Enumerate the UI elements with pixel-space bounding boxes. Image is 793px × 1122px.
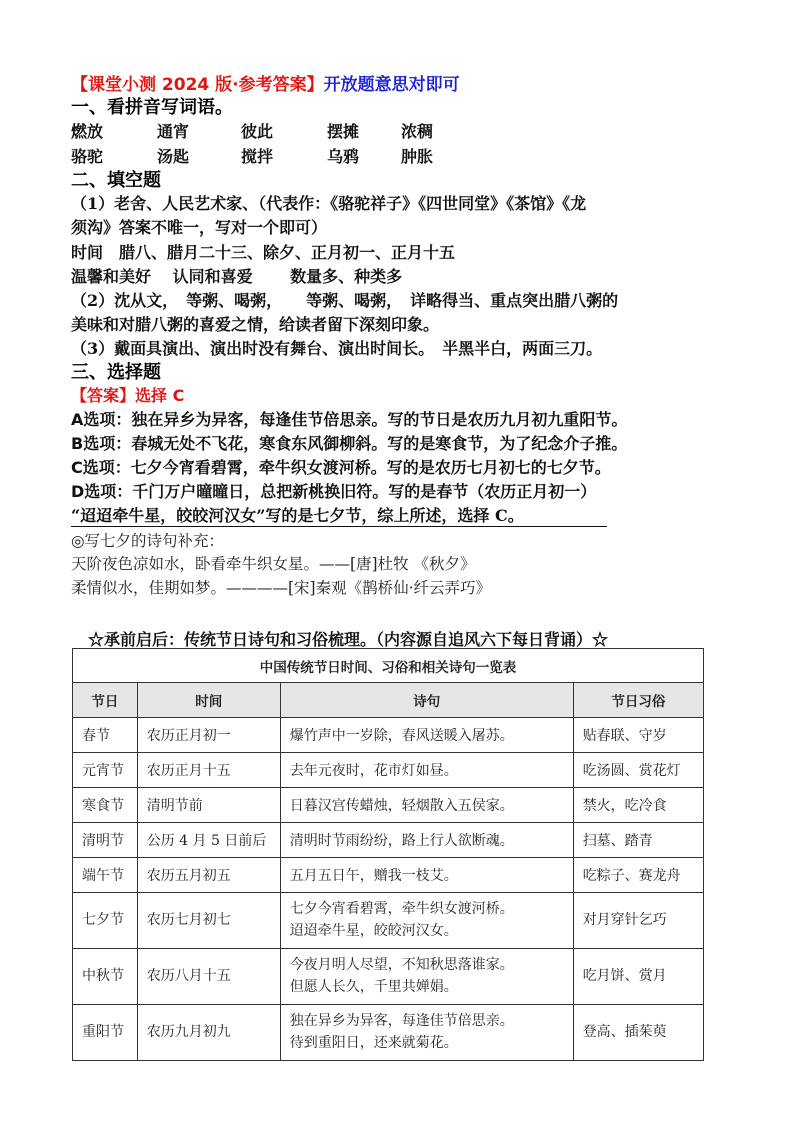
header-poem: 诗句: [280, 683, 573, 718]
word-item: 燃放: [71, 122, 104, 141]
cell-festival: 七夕节: [73, 893, 138, 949]
conclusion: “迢迢牵牛星，皎皎河汉女”写的是七夕节，综上所述，选择 C。: [71, 508, 607, 527]
poem-line: 但愿人长久，千里共婵娟。: [289, 978, 458, 995]
cell-festival: 元宵节: [73, 753, 138, 788]
poem-line: 独在异乡为异客，每逢佳节倍思亲。: [289, 1012, 514, 1029]
cell-custom: 吃粽子、赛龙舟: [573, 858, 703, 893]
festival-table: [72, 648, 704, 1061]
fill-line-4: 温馨和美好 认同和喜爱 数量多、种类多: [71, 267, 403, 286]
fill-line-5: （2）沈从文， 等粥、喝粥， 等粥、喝粥， 详略得当、重点突出腊八粥的: [71, 291, 619, 310]
answer-tag: 【答案】选择 C: [71, 386, 185, 405]
cell-poem: 爆竹声中一岁除，春风送暖入屠苏。: [280, 718, 573, 753]
option-text: 选项：独在异乡为异客，每逢佳节倍思亲。写的节日是农历九月初九重阳节。: [83, 410, 628, 429]
cell-custom: 吃月饼、赏月: [573, 949, 703, 1005]
option-key: C: [71, 458, 83, 477]
section2-title: 二、填空题: [71, 170, 161, 191]
cell-festival: 寒食节: [73, 788, 138, 823]
option-key: D: [71, 482, 85, 501]
word-item: 浓稠: [401, 122, 434, 141]
word-item: 通宵: [157, 122, 190, 141]
cell-poem: 清明时节雨纷纷，路上行人欲断魂。: [280, 823, 573, 858]
section1-title: 一、看拼音写词语。: [71, 97, 233, 118]
table-row: [73, 823, 704, 858]
cell-poem: [280, 1005, 573, 1061]
poem-line: 迢迢牵牛星，皎皎河汉女。: [289, 922, 458, 939]
header-note: 开放题意思对即可: [323, 75, 460, 95]
word-item: 彼此: [241, 122, 274, 141]
cell-poem: [280, 893, 573, 949]
option-b: [71, 436, 627, 452]
option-a: [71, 412, 627, 428]
option-text: 选项：七夕今宵看碧霄，牵牛织女渡河桥。写的是农历七月初七的七夕节。: [82, 458, 611, 477]
cell-time: 农历九月初九: [137, 1005, 280, 1061]
option-key: B: [71, 434, 84, 453]
section3-title: 三、选择题: [71, 362, 161, 383]
cell-festival: 清明节: [73, 823, 138, 858]
table-caption-row: [73, 649, 704, 683]
cell-custom: 对月穿针乞巧: [573, 893, 703, 949]
table-row: [73, 893, 704, 949]
poem-line: 今夜月明人尽望，不知秋思落谁家。: [289, 956, 514, 973]
cell-poem: 日暮汉宫传蜡烛，轻烟散入五侯家。: [280, 788, 573, 823]
cell-festival: 春节: [73, 718, 138, 753]
cell-custom: 扫墓、踏青: [573, 823, 703, 858]
cell-time: 农历五月初五: [137, 858, 280, 893]
table-caption: 中国传统节日时间、习俗和相关诗句一览表: [73, 649, 704, 683]
table-row: [73, 1005, 704, 1061]
option-c: [71, 460, 611, 476]
fill-line-2: 须沟》答案不唯一，写对一个即可）: [71, 218, 328, 237]
cell-custom: 登高、插茱萸: [573, 1005, 703, 1061]
word-item: 摆摊: [327, 122, 360, 141]
cell-custom: 贴春联、守岁: [573, 718, 703, 753]
cell-time: 公历 4 月 5 日前后: [137, 823, 280, 858]
header-time: 时间: [137, 683, 280, 718]
poem-line-2: 柔情似水，佳期如梦。————[宋]秦观《鹊桥仙·纤云弄巧》: [71, 579, 492, 597]
fill-line-3: 时间 腊八、腊月二十三、除夕、正月初一、正月十五: [71, 243, 456, 262]
word-item: 肿胀: [401, 147, 434, 166]
fill-line-7: （3）戴面具演出、演出时没有舞台、演出时间长。 半黑半白，两面三刀。: [71, 339, 603, 358]
word-row-1: [71, 124, 433, 140]
table-header-row: [73, 683, 704, 718]
option-d: [71, 484, 596, 500]
poem-supplement-title: ◎写七夕的诗句补充：: [71, 532, 225, 550]
word-item: 骆驼: [71, 147, 104, 166]
fill-line-1: （1）老舍、人民艺术家、（代表作：《骆驼祥子》《四世同堂》《茶馆》《龙: [71, 194, 587, 213]
header-custom: 节日习俗: [573, 683, 703, 718]
poem-line-1: 天阶夜色凉如水，卧看牵牛织女星。——[唐]杜牧 《秋夕》: [71, 555, 476, 573]
cell-time: 清明节前: [137, 788, 280, 823]
cell-poem: 去年元夜时，花市灯如昼。: [280, 753, 573, 788]
poem-line: 待到重阳日，还来就菊花。: [289, 1034, 458, 1051]
cell-festival: 中秋节: [73, 949, 138, 1005]
table-row: [73, 718, 704, 753]
cell-festival: 端午节: [73, 858, 138, 893]
word-row-2: [71, 149, 433, 165]
cell-festival: 重阳节: [73, 1005, 138, 1061]
answer-header: [71, 77, 460, 94]
cell-time: 农历七月初七: [137, 893, 280, 949]
word-item: 搅拌: [241, 147, 274, 166]
word-item: 乌鸦: [327, 147, 360, 166]
option-text: 选项：千门万户曈曈日，总把新桃换旧符。写的是春节（农历正月初一）: [84, 482, 597, 501]
cell-time: 农历八月十五: [137, 949, 280, 1005]
header-festival: 节日: [73, 683, 138, 718]
table-section-title: ☆承前启后：传统节日诗句和习俗梳理。（内容源自追风六下每日背诵）☆: [88, 630, 609, 649]
cell-time: 农历正月初一: [137, 718, 280, 753]
option-key: A: [71, 410, 84, 429]
header-title: 【课堂小测 2024 版·参考答案】: [71, 75, 324, 95]
cell-poem: [280, 949, 573, 1005]
cell-poem: 五月五日午，赠我一枝艾。: [280, 858, 573, 893]
cell-custom: 吃汤圆、赏花灯: [573, 753, 703, 788]
table-row: [73, 753, 704, 788]
table-row: [73, 858, 704, 893]
poem-line: 七夕今宵看碧霄，牵牛织女渡河桥。: [289, 900, 514, 917]
word-item: 汤匙: [157, 147, 190, 166]
table-row: [73, 788, 704, 823]
option-text: 选项：春城无处不飞花，寒食东风御柳斜。写的是寒食节，为了纪念介子推。: [83, 434, 628, 453]
cell-custom: 禁火，吃冷食: [573, 788, 703, 823]
cell-time: 农历正月十五: [137, 753, 280, 788]
fill-line-6: 美味和对腊八粥的喜爱之情，给读者留下深刻印象。: [71, 315, 440, 334]
table-row: [73, 949, 704, 1005]
